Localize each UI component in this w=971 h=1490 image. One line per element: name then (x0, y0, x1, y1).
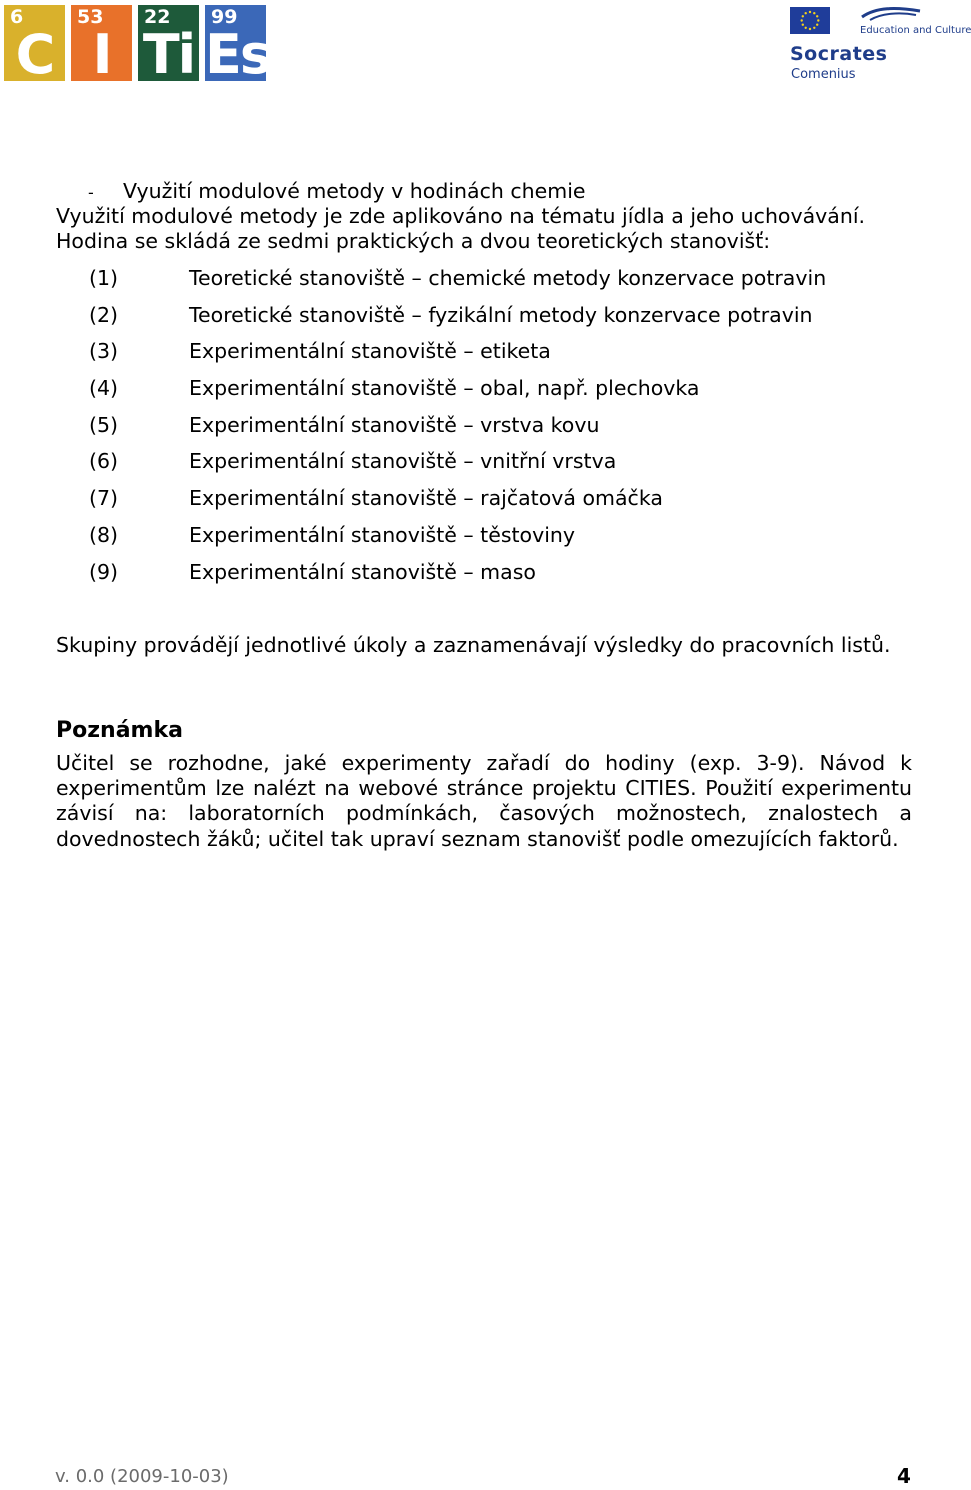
item-text: Teoretické stanoviště – chemické metody konzervace potravin (189, 266, 827, 290)
item-number: (5) (89, 412, 119, 437)
intro-line: Využití modulové metody je zde aplikováno na tématu jídla a jeho uchovávání. (56, 204, 866, 228)
item-text: Experimentální stanoviště – vrstva kovu (189, 412, 600, 437)
page-number: 4 (897, 1464, 911, 1488)
item-text: Teoretické stanoviště – fyzikální metody konzervace potravin (189, 302, 813, 327)
logo-tile-number: 99 (211, 6, 238, 28)
logo-tile (4, 5, 65, 86)
logo-tile (205, 5, 271, 86)
eu-flag-icon (790, 7, 830, 34)
logo-tile-symbol: Es (205, 23, 271, 86)
item-text: Experimentální stanoviště – maso (189, 559, 536, 584)
socrates-logo (788, 5, 971, 85)
item-number: (2) (89, 302, 119, 327)
item-number: (7) (89, 486, 119, 511)
item-text: Experimentální stanoviště – vnitřní vrstva (189, 449, 617, 474)
note-paragraph: Učitel se rozhodne, jaké experimenty zařadí do hodiny (exp. 3-9). Návod k experimentům lze nalézt na webové stránce projektu CITIES. Použití experimentu závisí na: laboratorních podmínkách, časových možnostech, znalostech a dovednostech žáků; učitel tak upraví seznam stanovišť podle omezujících faktorů. (56, 751, 912, 851)
logo-tile (138, 5, 199, 86)
groups-paragraph: Skupiny provádějí jednotlivé úkoly a zaznamenávají výsledky do pracovních listů. (56, 633, 891, 657)
item-number: (6) (89, 449, 119, 474)
item-number: (8) (89, 522, 119, 547)
logo-tile-number: 6 (10, 6, 24, 28)
logo-tile-number: 22 (144, 6, 171, 28)
section-heading: Využití modulové metody v hodinách chemie (123, 179, 586, 203)
intro-line: Hodina se skládá ze sedmi praktických a dvou teoretických stanovišť: (56, 229, 771, 253)
logo-tile-symbol: I (92, 23, 111, 86)
swoosh-icon (860, 5, 922, 25)
item-number: (4) (89, 376, 119, 401)
item-number: (1) (89, 266, 119, 290)
item-text: Experimentální stanoviště – rajčatová omáčka (189, 486, 663, 511)
item-number: (3) (89, 339, 119, 364)
note-heading: Poznámka (56, 718, 183, 743)
logo-tile (71, 5, 132, 86)
item-text: Experimentální stanoviště – obal, např. plechovka (189, 376, 700, 401)
bullet-marker: - (88, 183, 94, 202)
comenius-subtitle: Comenius (791, 67, 856, 82)
item-text: Experimentální stanoviště – etiketa (189, 339, 551, 364)
socrates-title: Socrates (790, 43, 888, 65)
cities-logo (4, 5, 271, 86)
logo-tile-symbol: Ti (142, 23, 195, 86)
logo-tile-number: 53 (77, 6, 104, 28)
edu-culture-label: Education and Culture (860, 25, 971, 36)
item-number: (9) (89, 559, 119, 584)
item-text: Experimentální stanoviště – těstoviny (189, 522, 576, 547)
version-label: v. 0.0 (2009-10-03) (55, 1466, 229, 1487)
logo-tile-symbol: C (15, 23, 54, 86)
